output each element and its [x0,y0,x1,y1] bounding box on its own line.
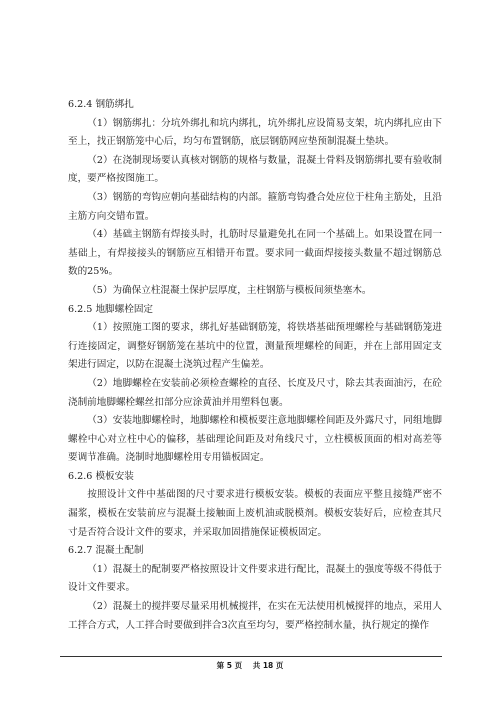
footer-divider [60,656,442,657]
document-body [68,96,442,635]
paragraph: （1）钢筋绑扎：分坑外绑扎和坑内绑扎，坑外绑扎应设简易支架，坑内绑扎应由下至上，找正钢筋笼中心后，均匀布置钢筋，底层钢筋网应垫预制混凝土垫块。 [68,117,442,148]
paragraph: 按照设计文件中基础图的尺寸要求进行模板安装。模板的表面应平整且接缝严密不漏浆，模板在安装前应与混凝土接触面上废机油或脱模剂。模板安装好后，应检查其尺寸是否符合设计文件的要求，并采取加固措施保证模板固定。 [68,489,442,538]
paragraph: （5）为确保立柱混凝土保护层厚度，主柱钢筋与模板间须垫塞木。 [87,284,372,296]
section-6-2-7 [68,542,442,635]
section-heading: 6.2.6 模板安装 [68,470,134,482]
paragraph: （3）安装地脚螺栓时，地脚螺栓和模板要注意地脚螺栓间距及外露尺寸，同组地脚螺栓中心对立柱中心的偏移，基础理论间距及对角线尺寸，立柱模板顶面的相对高差等要调节准确。浇制时地脚螺栓用专用锚板固定。 [68,415,442,464]
page-total: 共 18 页 [252,661,284,670]
paragraph: （2）在浇制现场要认真核对钢筋的规格与数量，混凝土骨料及钢筋绑扎要有验收制度，要严格按图施工。 [68,154,442,185]
section-heading: 6.2.4 钢筋绑扎 [68,99,134,110]
paragraph: （4）基础主钢筋有焊接头时，扎筋时尽量避免扎在同一个基础上。如果设置在同一基础上，有焊接接头的钢筋应互相错开布置。要求同一截面焊接接头数量不超过钢筋总数的25%。 [68,229,442,278]
section-heading: 6.2.5 地脚螺栓固定 [68,303,154,315]
paragraph: （1）按照施工图的要求，绑扎好基础钢筋笼，将铁塔基础预埋螺栓与基础钢筋笼进行连接固定，调整好钢筋笼在基坑中的位置，测量预埋螺栓的间距，并在上部用固定支架进行固定，以防在混凝土浇筑过程产生偏差。 [68,322,442,371]
paragraph: （1）混凝土的配制要严格按照设计文件要求进行配比，混凝土的强度等级不得低于设计文件要求。 [68,563,442,594]
page-footer [0,660,500,671]
paragraph: （3）钢筋的弯钩应朝向基础结构的内部。箍筋弯钩叠合处应位于柱角主筋处，且沿主筋方向交错布置。 [68,191,442,222]
paragraph: （2）混凝土的搅拌要尽量采用机械搅拌，在实在无法使用机械搅拌的地点，采用人工拌合方式，人工拌合时要做到拌合3次直至均匀，要严格控制水量，执行规定的操作 [68,601,442,631]
section-6-2-5 [68,301,442,468]
section-heading: 6.2.7 混凝土配制 [68,545,144,557]
section-6-2-6 [68,468,442,542]
page-number: 第 5 页 [216,661,243,670]
paragraph: （2）地脚螺栓在安装前必须检查螺栓的直径、长度及尺寸，除去其表面油污，在砼浇制前地脚螺栓螺丝扣部分应涂黄油并用塑料包裹。 [68,377,442,408]
section-6-2-4 [68,96,442,301]
